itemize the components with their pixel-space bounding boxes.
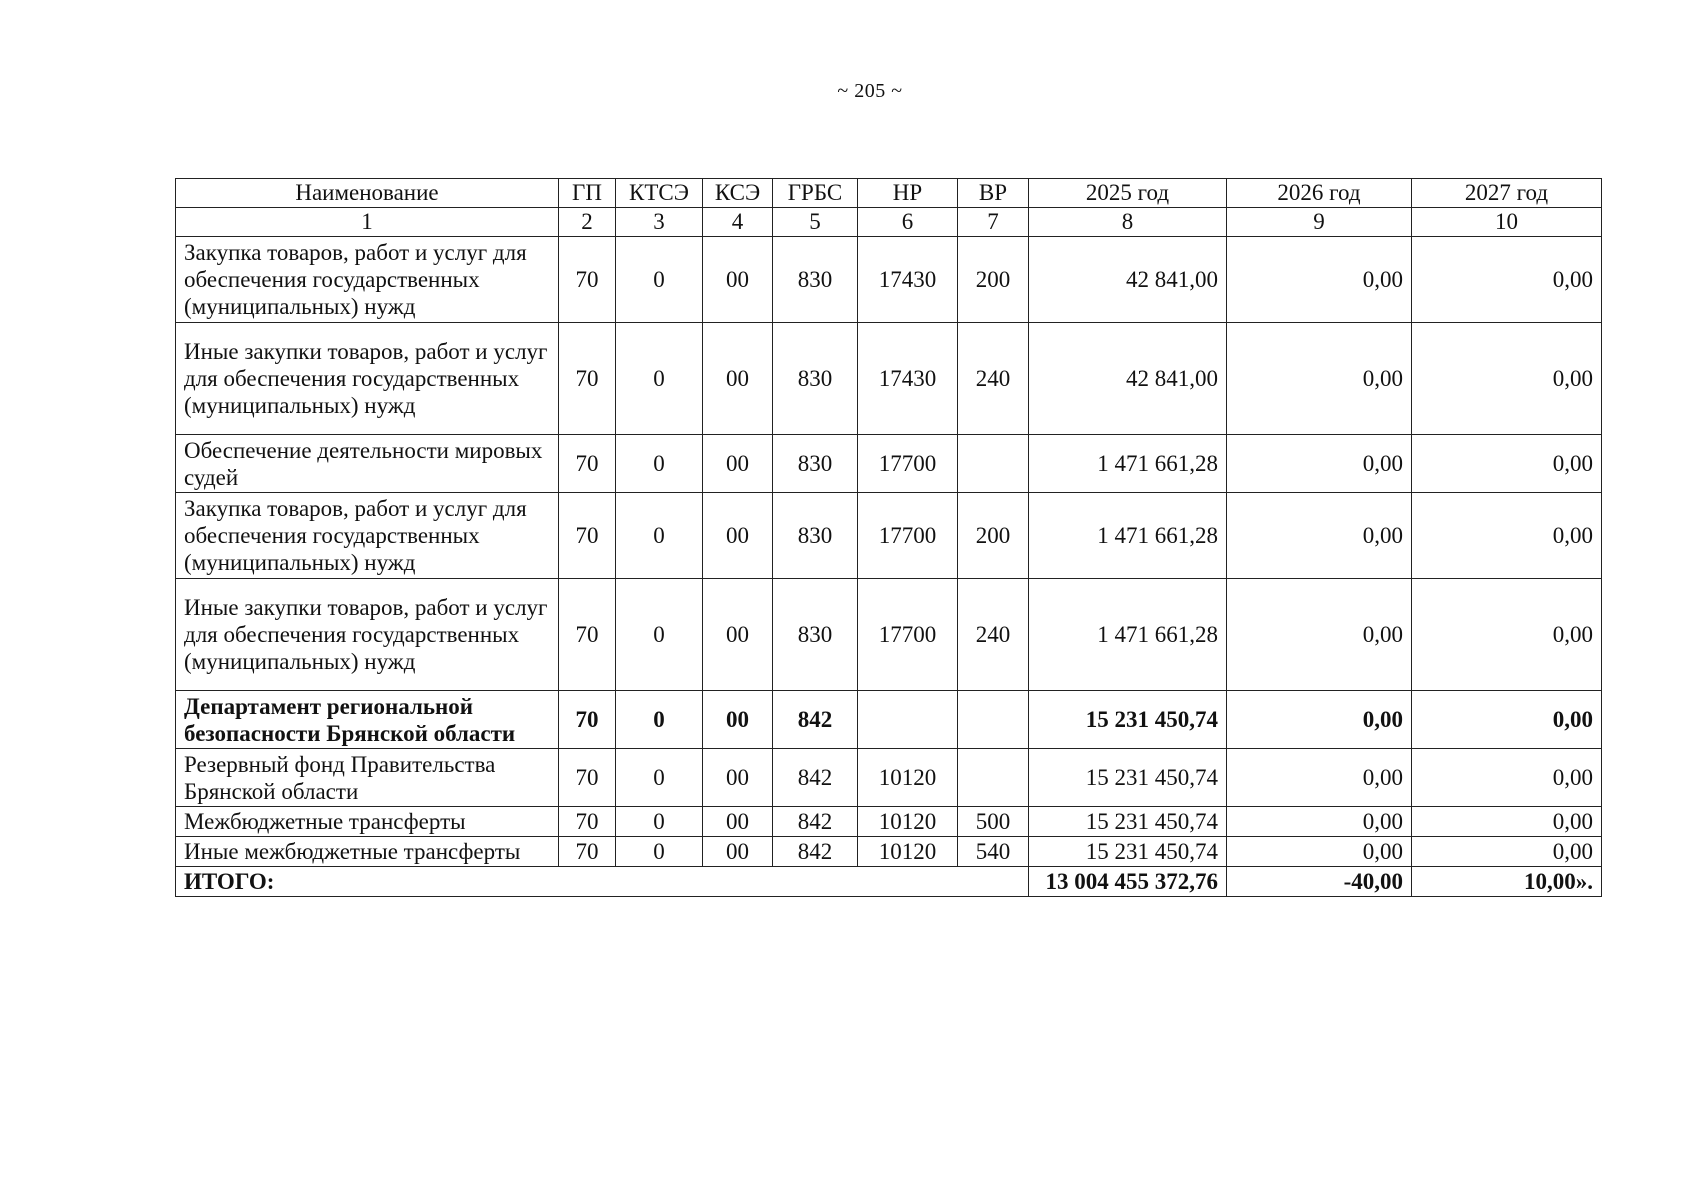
budget-table [175, 178, 1602, 897]
row-grbs: 830 [773, 237, 858, 323]
table-header-row [176, 179, 1602, 208]
header-2027: 2027 год [1412, 179, 1602, 208]
row-grbs: 830 [773, 323, 858, 435]
total-2027: 10,00». [1412, 867, 1602, 897]
row-name: Закупка товаров, работ и услуг для обеспечения государственных (муниципальных) нужд [176, 493, 559, 579]
row-vr [958, 691, 1029, 749]
column-number: 7 [958, 208, 1029, 237]
row-nr [858, 691, 958, 749]
row-ktse: 0 [616, 493, 703, 579]
row-vr: 200 [958, 237, 1029, 323]
row-kse: 00 [703, 493, 773, 579]
row-grbs: 842 [773, 837, 858, 867]
header-2026: 2026 год [1227, 179, 1412, 208]
row-gp: 70 [559, 323, 616, 435]
row-ktse: 0 [616, 323, 703, 435]
row-2026: 0,00 [1227, 579, 1412, 691]
row-ktse: 0 [616, 807, 703, 837]
row-ktse: 0 [616, 749, 703, 807]
row-nr: 10120 [858, 749, 958, 807]
row-2026: 0,00 [1227, 493, 1412, 579]
header-gp: ГП [559, 179, 616, 208]
row-vr: 200 [958, 493, 1029, 579]
column-number: 10 [1412, 208, 1602, 237]
table-row [176, 323, 1602, 435]
row-gp: 70 [559, 237, 616, 323]
row-name: Иные закупки товаров, работ и услуг для обеспечения государственных (муниципальных) нужд [176, 579, 559, 691]
row-2027: 0,00 [1412, 435, 1602, 493]
page-number: ~ 205 ~ [837, 80, 903, 102]
table-row [176, 807, 1602, 837]
row-name: Обеспечение деятельности мировых судей [176, 435, 559, 493]
row-grbs: 830 [773, 579, 858, 691]
row-kse: 00 [703, 237, 773, 323]
row-nr: 17430 [858, 237, 958, 323]
row-name: Департамент региональной безопасности Брянской области [176, 691, 559, 749]
row-kse: 00 [703, 807, 773, 837]
row-2026: 0,00 [1227, 807, 1412, 837]
column-number: 1 [176, 208, 559, 237]
row-kse: 00 [703, 749, 773, 807]
row-2026: 0,00 [1227, 691, 1412, 749]
row-grbs: 842 [773, 807, 858, 837]
row-nr: 17430 [858, 323, 958, 435]
row-kse: 00 [703, 691, 773, 749]
row-vr: 240 [958, 579, 1029, 691]
row-grbs: 830 [773, 435, 858, 493]
row-nr: 10120 [858, 807, 958, 837]
row-2025: 15 231 450,74 [1029, 749, 1227, 807]
row-kse: 00 [703, 579, 773, 691]
row-nr: 17700 [858, 579, 958, 691]
table-row [176, 237, 1602, 323]
column-number: 6 [858, 208, 958, 237]
row-ktse: 0 [616, 691, 703, 749]
table-row [176, 749, 1602, 807]
row-2025: 42 841,00 [1029, 237, 1227, 323]
table-row [176, 493, 1602, 579]
row-name: Закупка товаров, работ и услуг для обеспечения государственных (муниципальных) нужд [176, 237, 559, 323]
row-grbs: 842 [773, 749, 858, 807]
row-2026: 0,00 [1227, 435, 1412, 493]
row-gp: 70 [559, 837, 616, 867]
row-name: Иные межбюджетные трансферты [176, 837, 559, 867]
row-2027: 0,00 [1412, 323, 1602, 435]
row-vr [958, 749, 1029, 807]
row-2027: 0,00 [1412, 807, 1602, 837]
column-number: 8 [1029, 208, 1227, 237]
row-ktse: 0 [616, 237, 703, 323]
total-2026: -40,00 [1227, 867, 1412, 897]
header-kse: КСЭ [703, 179, 773, 208]
row-vr: 500 [958, 807, 1029, 837]
column-number: 9 [1227, 208, 1412, 237]
row-2027: 0,00 [1412, 691, 1602, 749]
row-2027: 0,00 [1412, 237, 1602, 323]
column-number: 5 [773, 208, 858, 237]
header-ktse: КТСЭ [616, 179, 703, 208]
row-gp: 70 [559, 691, 616, 749]
row-2025: 1 471 661,28 [1029, 579, 1227, 691]
row-ktse: 0 [616, 579, 703, 691]
row-2027: 0,00 [1412, 837, 1602, 867]
row-2026: 0,00 [1227, 837, 1412, 867]
table-row [176, 435, 1602, 493]
row-2025: 15 231 450,74 [1029, 691, 1227, 749]
row-gp: 70 [559, 749, 616, 807]
row-gp: 70 [559, 493, 616, 579]
row-vr: 240 [958, 323, 1029, 435]
row-gp: 70 [559, 435, 616, 493]
row-2027: 0,00 [1412, 493, 1602, 579]
header-grbs: ГРБС [773, 179, 858, 208]
row-2025: 1 471 661,28 [1029, 493, 1227, 579]
row-gp: 70 [559, 579, 616, 691]
column-number-row [176, 208, 1602, 237]
header-vr: ВР [958, 179, 1029, 208]
row-2026: 0,00 [1227, 749, 1412, 807]
row-vr [958, 435, 1029, 493]
row-ktse: 0 [616, 435, 703, 493]
row-2025: 1 471 661,28 [1029, 435, 1227, 493]
row-2026: 0,00 [1227, 323, 1412, 435]
row-vr: 540 [958, 837, 1029, 867]
row-ktse: 0 [616, 837, 703, 867]
column-number: 3 [616, 208, 703, 237]
row-gp: 70 [559, 807, 616, 837]
total-2025: 13 004 455 372,76 [1029, 867, 1227, 897]
row-grbs: 830 [773, 493, 858, 579]
table-row [176, 837, 1602, 867]
header-name: Наименование [176, 179, 559, 208]
row-kse: 00 [703, 837, 773, 867]
total-row [176, 867, 1602, 897]
row-2025: 15 231 450,74 [1029, 807, 1227, 837]
row-2025: 42 841,00 [1029, 323, 1227, 435]
table-row-department [176, 691, 1602, 749]
header-nr: НР [858, 179, 958, 208]
row-nr: 17700 [858, 493, 958, 579]
row-2025: 15 231 450,74 [1029, 837, 1227, 867]
row-2027: 0,00 [1412, 749, 1602, 807]
row-kse: 00 [703, 323, 773, 435]
row-kse: 00 [703, 435, 773, 493]
row-name: Межбюджетные трансферты [176, 807, 559, 837]
row-name: Иные закупки товаров, работ и услуг для обеспечения государственных (муниципальных) нужд [176, 323, 559, 435]
row-2027: 0,00 [1412, 579, 1602, 691]
row-name: Резервный фонд Правительства Брянской области [176, 749, 559, 807]
header-2025: 2025 год [1029, 179, 1227, 208]
row-2026: 0,00 [1227, 237, 1412, 323]
row-nr: 10120 [858, 837, 958, 867]
table-row [176, 579, 1602, 691]
row-nr: 17700 [858, 435, 958, 493]
column-number: 2 [559, 208, 616, 237]
column-number: 4 [703, 208, 773, 237]
row-grbs: 842 [773, 691, 858, 749]
total-label: ИТОГО: [176, 867, 1029, 897]
